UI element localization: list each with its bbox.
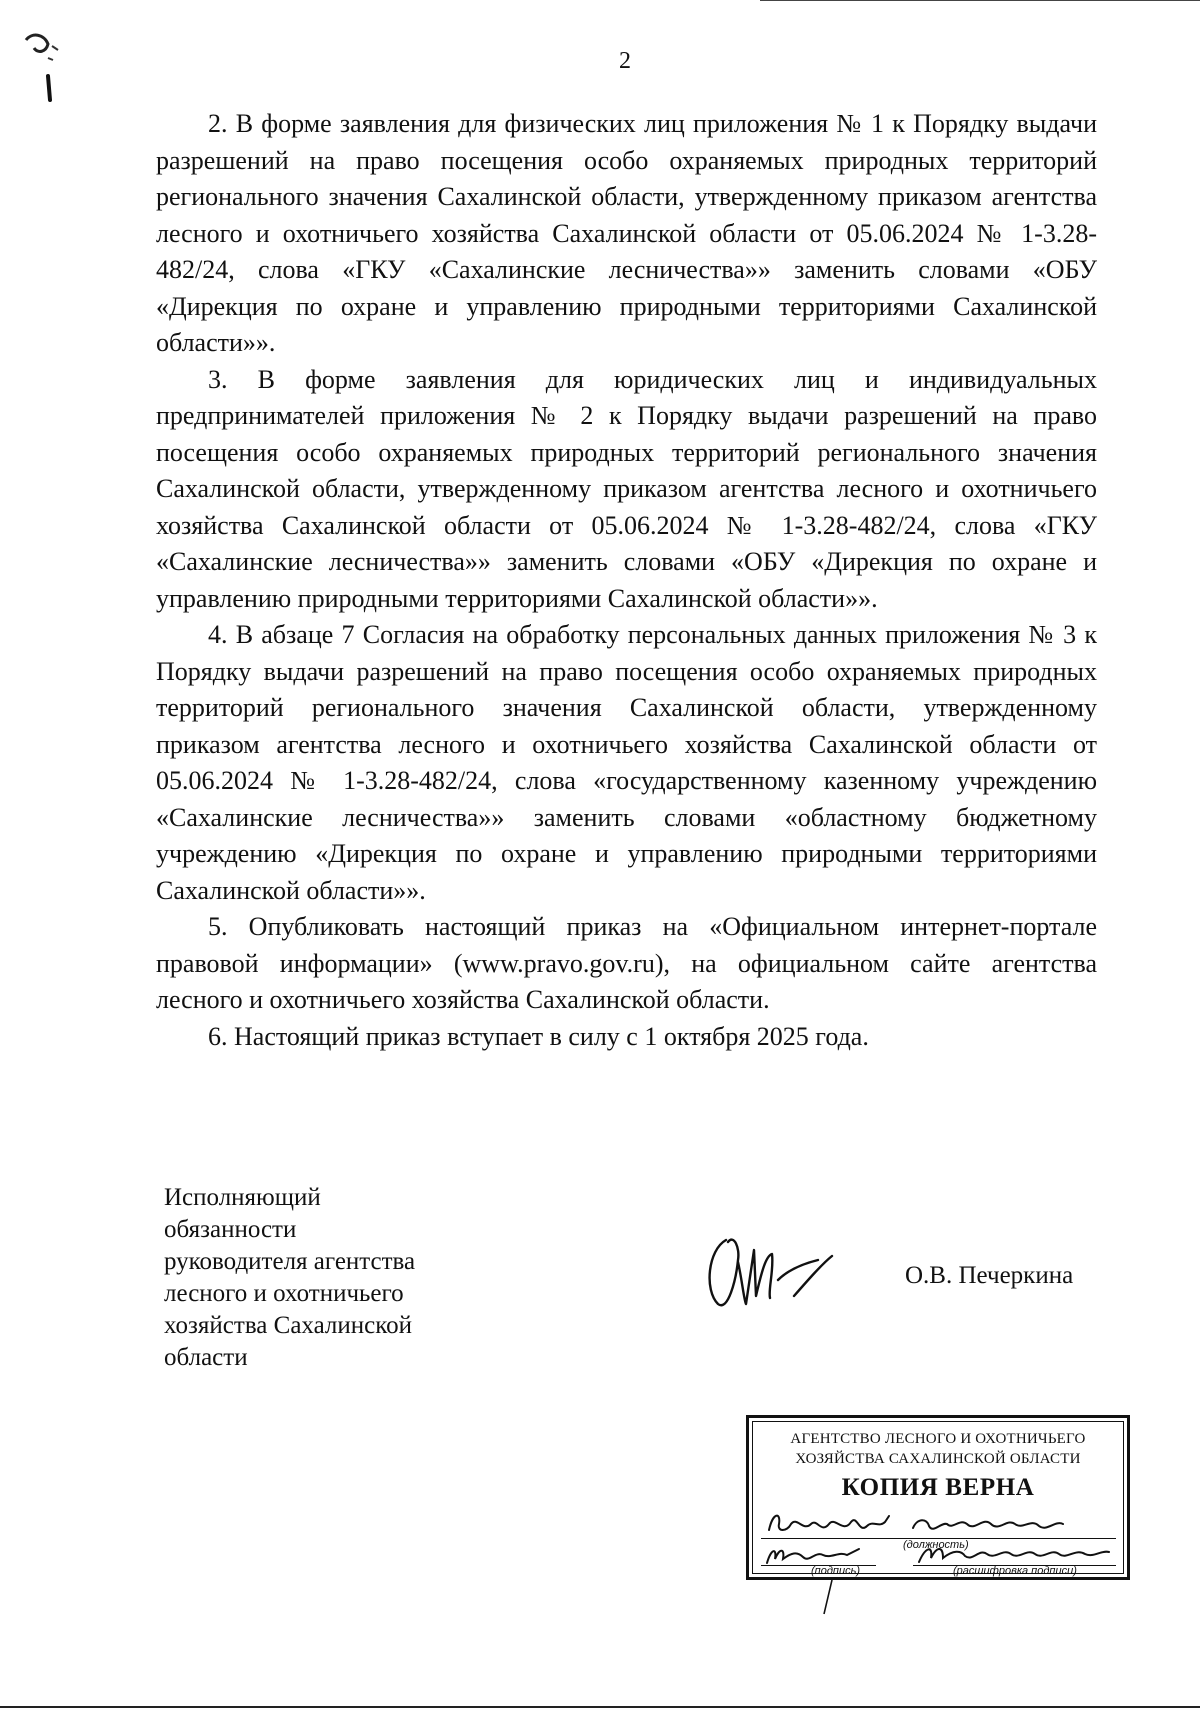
stamp-handwritten-decoding: [913, 1540, 1113, 1566]
paragraph-4: 4. В абзаце 7 Согласия на обработку персональных данных приложения № 3 к Порядку выдачи разрешений на право посещения особо охраняемых природных территорий регионального значения Сахалинской области, утвержденному приказом агентства лесного и охотничьего хозяйства Сахалинской области от 05.06.2024 № 1-3.28-482/24, слова «государственному казенному учреждению «Сахалинские лесничества»» заменить словами «областному бюджетному учреждению «Дирекция по охране и управлению природными территориями Сахалинской области»».: [156, 620, 1097, 905]
signatory-name: О.В. Печеркина: [905, 1262, 1074, 1289]
stamp-handwritten-signature: [763, 1543, 873, 1567]
stamp-signature-tail: [818, 1578, 838, 1618]
signatory-title-line: Исполняющий: [164, 1184, 321, 1211]
signatory-title-line: хозяйства Сахалинской: [164, 1312, 412, 1339]
paragraph-3: 3. В форме заявления для юридических лиц и индивидуальных предпринимателей приложения № 2 к Порядку выдачи разрешений на право посещения особо охраняемых природных территорий регионального значения Сахалинской области, утвержденному приказом агентства лесного и охотничьего хозяйства Сахалинской области от 05.06.2024 № 1-3.28-482/24, слова «ГКУ «Сахалинские лесничества»» заменить словами «ОБУ «Дирекция по охране и управлению природными территориями Сахалинской области»».: [156, 364, 1097, 613]
scan-bottom-edge: [0, 1706, 1200, 1708]
document-body: [156, 106, 1097, 1055]
stamp-agency-line-2: ХОЗЯЙСТВА САХАЛИНСКОЙ ОБЛАСТИ: [795, 1451, 1081, 1467]
scan-artifact-mark: [18, 28, 78, 108]
stamp-inner-border: [752, 1421, 1124, 1577]
paragraph-2: 2. В форме заявления для физических лиц приложения № 1 к Порядку выдачи разрешений на право посещения особо охраняемых природных территорий регионального значения Сахалинской области, утвержденному приказом агентства лесного и охотничьего хозяйства Сахалинской области от 05.06.2024 № 1-3.28-482/24, слова «ГКУ «Сахалинские лесничества»» заменить словами «ОБУ «Дирекция по охране и управлению природными территориями Сахалинской области»».: [156, 109, 1097, 357]
page-number: 2: [619, 48, 631, 74]
stamp-agency-line-1: АГЕНТСТВО ЛЕСНОГО И ОХОТНИЧЬЕГО: [790, 1431, 1086, 1447]
paragraph-5: 5. Опубликовать настоящий приказ на «Официальном интернет-портале правовой информации» (www.pravo.gov.ru), на официальном сайте агентства лесного и охотничьего хозяйства Сахалинской области.: [156, 912, 1097, 1014]
scan-top-edge: [760, 0, 1200, 1]
paragraph-6: 6. Настоящий приказ вступает в силу с 1 октября 2025 года.: [208, 1021, 869, 1051]
signatory-title-line: лесного и охотничьего: [164, 1280, 404, 1307]
signatory-title-line: обязанности: [164, 1216, 297, 1243]
signatory-title: [164, 1182, 464, 1374]
handwritten-signature: [698, 1220, 838, 1320]
signatory-title-line: руководителя агентства: [164, 1248, 416, 1275]
stamp-copy-true-heading: КОПИЯ ВЕРНА: [841, 1474, 1035, 1501]
certified-copy-stamp: [746, 1415, 1130, 1580]
stamp-caption-position: (должность): [903, 1539, 969, 1551]
stamp-caption-signature: (подпись): [811, 1565, 861, 1577]
signatory-title-line: области: [164, 1344, 248, 1371]
stamp-handwritten-position: [763, 1506, 1103, 1540]
stamp-caption-decoding: (расшифровка подписи): [953, 1565, 1077, 1577]
